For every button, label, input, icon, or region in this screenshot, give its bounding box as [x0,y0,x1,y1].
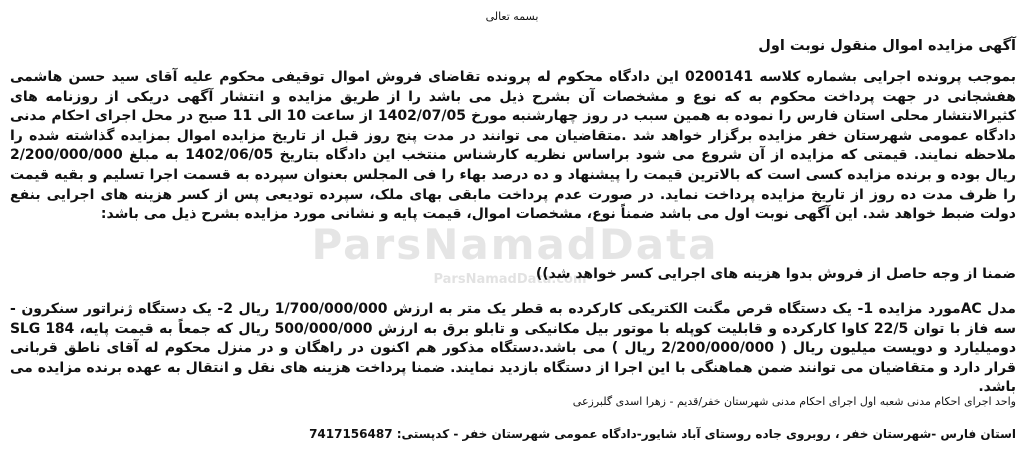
notice-body-paragraph: بموجب پرونده اجرایی بشماره کلاسه 0200141 این دادگاه محکوم له پرونده تقاضای فروش اموال توقیفی محکوم علیه آقای سید حسن هاشمی هفشجانی در جهت پرداخت محکوم به که نوع و مشخصات آن بشرح ذیل می باشد را از طریق مزایده و انتشار آگهی دریکی از روزنامه های کثیرالانتشار محلی استان فارس را نموده به همین سبب در روز چهارشنبه مورخ 1402/07/05 از ساعت 10 الی 11 صبح در محل اجرای احکام مدنی دادگاه عمومی شهرستان خفر مزایده برگزار خواهد شد .متقاضیان می توانند در مدت پنج روز قبل از تاریخ مزایده اموال بمزایده گذاشته شده را ملاحظه نمایند. قیمتی که مزایده از آن شروع می شود براساس نظریه کارشناس منتخب این دادگاه بتاریخ 1402/06/05 به مبلغ 2/200/000/000 ریال بوده و برنده مزایده کسی است که بالاترین قیمت را پیشنهاد و ده درصد بهاء را فی المجلس بعنوان سپرده به قسمت اجرا تسلیم و بقیه قیمت را ظرف مدت ده روز از تاریخ مزایده پرداخت نماید. در صورت عدم پرداخت مابقی بهای ملک، سپرده تودیعی پس از کسر هزینه های اجرایی بنفع دولت ضبط خواهد شد. این آگهی نوبت اول می باشد ضمناً نوع، مشخصات اموال، قیمت پایه و نشانی مورد مزایده بشرح ذیل می باشد: [10,69,1017,223]
notice-cost-note: ضمنا از وجه حاصل از فروش بدوا هزینه های اجرایی کسر خواهد شد)) [535,266,1016,282]
auction-items-paragraph: مدل ACمورد مزایده 1- یک دستگاه قرص مگنت الکتریکی کارکرده به قطر یک متر به ارزش 1/700/000/000 ریال 2- یک دستگاه ژنراتور سنکرون - سه فاز با توان 22/5 کاوا کارکرده و قابلیت کوپله با موتور بیل مکانیکی و تابلو برق به ارزش 500/000/000 ریال که جمعاً به قیمت پایه، SLG 184 دومیلیارد و دویست میلیون ریال ( 2/200/000/000 ریال ) می باشد.دستگاه مذکور هم اکنون در راهگان و در منزل محکوم له آقای ناطق قربانی قرار دارد و متقاضیان می توانند ضمن هماهنگی با این اجرا از دستگاه بازدید نمایند. ضمنا پرداخت هزینه های نقل و انتقال به عهده برنده مزایده می باشد. [10,301,1017,396]
issuer-signature: واحد اجرای احکام مدنی شعبه اول اجرای احکام مدنی شهرستان خفر/قدیم - زهرا اسدی گلبرزعی [572,395,1016,408]
watermark-logo: ParsNamadData [311,220,719,269]
postal-code: 7417156487 [309,427,393,441]
watermark-site: ParsNamadData.com [433,272,587,287]
basmala-heading: بسمه تعالی [485,10,539,23]
address-text: استان فارس -شهرستان خفر ، روبروی جاده روستای آباد شایور-دادگاه عمومی شهرستان خفر - کدپستی: [396,427,1016,441]
address-footer [10,427,1016,441]
notice-title: آگهی مزایده اموال منقول نوبت اول [758,38,1016,54]
